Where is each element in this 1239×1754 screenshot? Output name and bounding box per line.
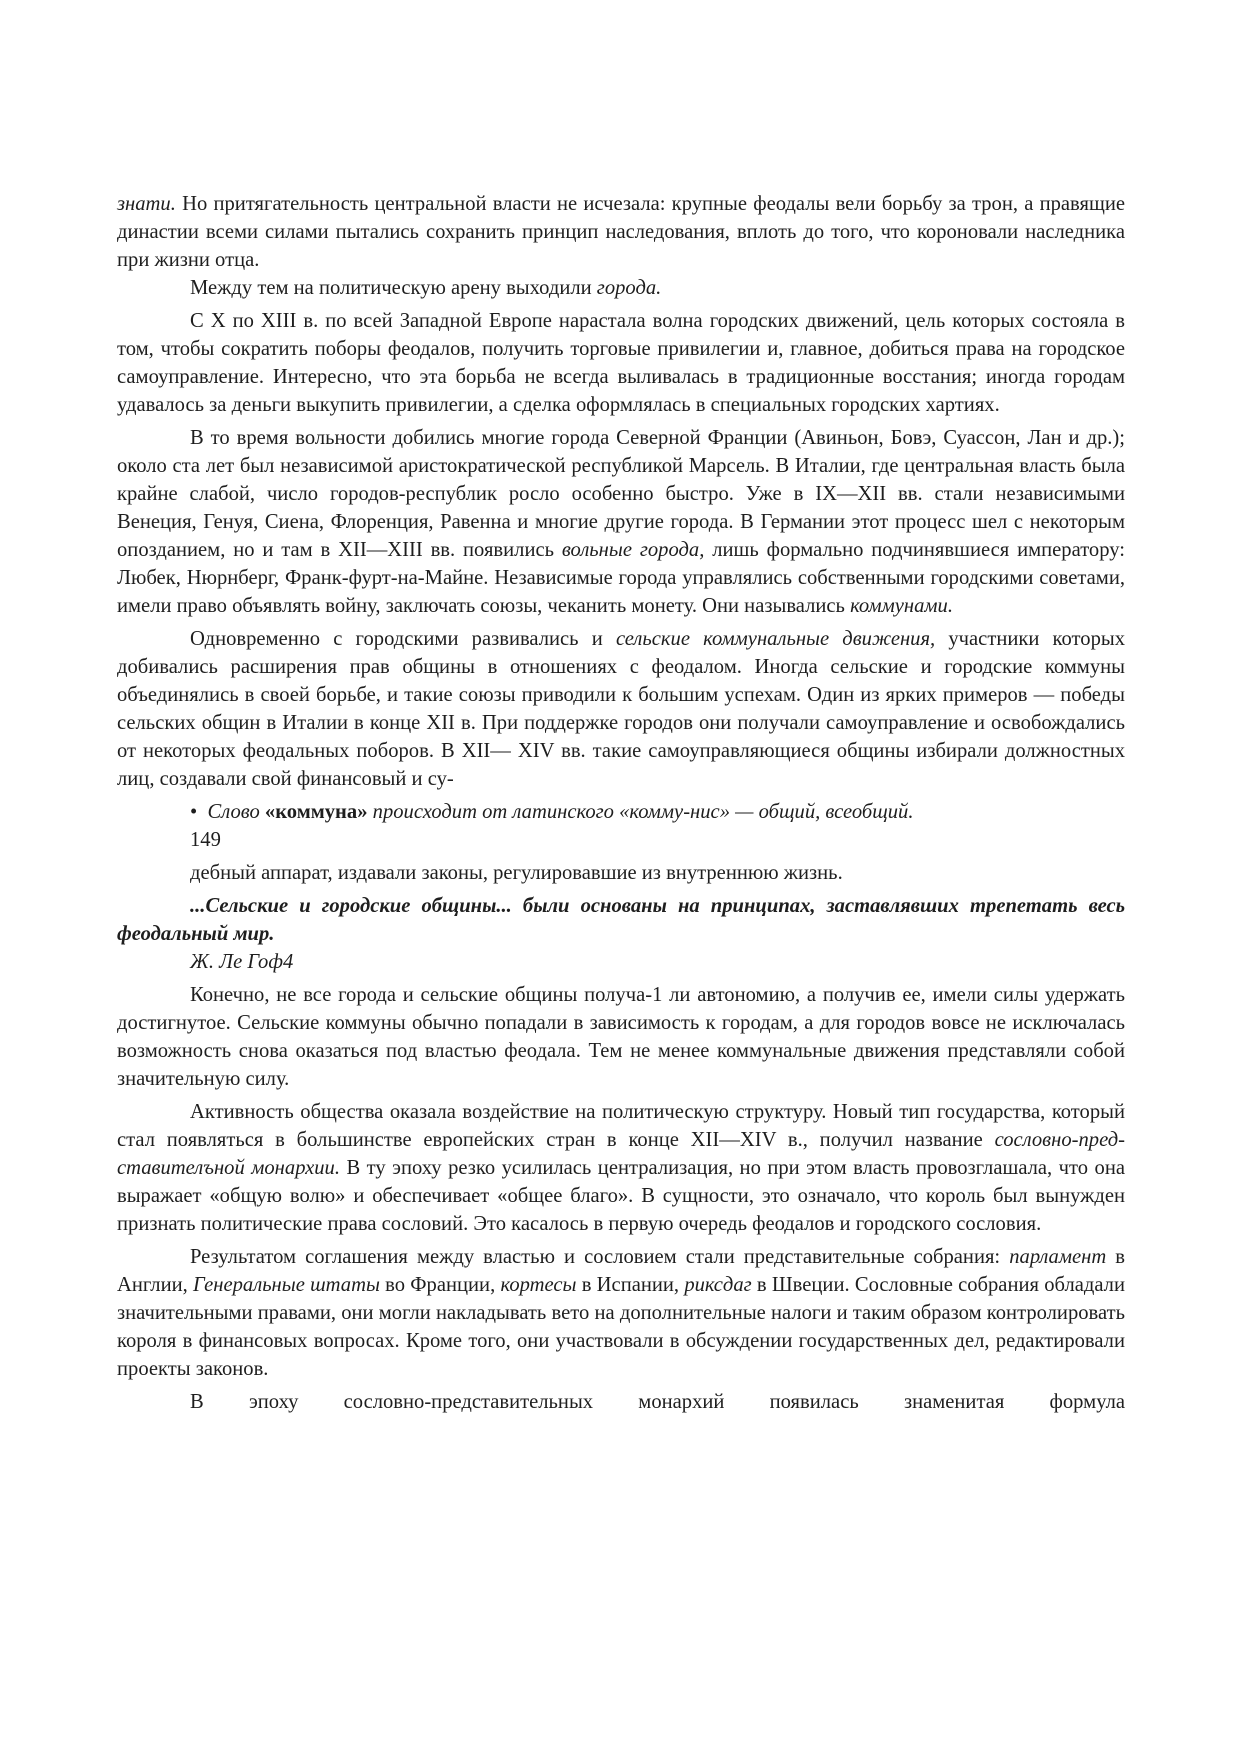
text-run: лишь формально подчинявшиеся императору: Любек, Нюрнберг, Франк-фурт-на-Майне. Независимые города управлялись собственными городскими советами, имели право объявлять войну, заключать союзы, чеканить монету. Они назывались <box>117 539 1125 617</box>
text-run: С X по XIII в. по всей Западной Европе нарастала волна городских движений, цель которых состояла в том, чтобы сократить поборы феодалов, получить торговые привилегии и, главное, добиться права на городское самоуправление. Интересно, что эта борьба не всегда выливалась в традиционные восстания; иногда городам удавалось за деньги выкупить привилегии, а сделка оформлялась в специальных городских хартиях. <box>117 310 1125 416</box>
text-run: Между тем на политическую арену выходили <box>190 277 597 299</box>
paragraph <box>117 1098 1125 1238</box>
body-text <box>117 190 1125 1416</box>
text-run: во Франции, <box>379 1274 501 1296</box>
text-run: Конечно, не все города и сельские общины получа-1 ли автономию, а получив ее, имели силы удержать достигнутое. Сельские коммуны обычно попадали в зависимость к городам, а для городов вовсе не исключалась возможность снова оказаться под властью феодала. Тем не менее коммунальные движения представляли собой значительную силу. <box>117 984 1125 1090</box>
italic-term: парламент <box>1009 1246 1107 1268</box>
footnote-text: происходит от латинского «комму-нис» — общий, всеобщий. <box>367 801 914 823</box>
paragraph <box>117 981 1125 1093</box>
quote-text: ...Сельские и городские общины... были основаны на принципах, заставлявших трепетать весь феодальный мир. <box>117 895 1125 945</box>
paragraph <box>117 859 1125 887</box>
paragraph <box>117 1388 1125 1416</box>
paragraph <box>117 625 1125 793</box>
italic-term: сословно-пред-ставителъной монархии. <box>117 1129 1125 1179</box>
page-number: 149 <box>190 829 221 851</box>
quote-author: Ж. Ле Гоф4 <box>190 951 294 973</box>
text-run: дебный аппарат, издавали законы, регулировавшие из внутреннюю жизнь. <box>190 862 843 884</box>
paragraph <box>117 190 1125 274</box>
text-run: В то время вольности добились многие города Северной Франции (Авиньон, Бовэ, Суассон, Лан и др.); около ста лет был независимой аристократической республикой Марсель. В Италии, где центральная власть была крайне слабой, число городов-республик росло особенно быстро. Уже в IX—XII вв. стали независимыми Венеция, Генуя, Сиена, Флоренция, Равенна и многие другие города. В Германии этот процесс шел с некоторым опозданием, но и там в XII—XIII вв. появились <box>117 427 1125 561</box>
footnote-term: «коммуна» <box>264 801 368 823</box>
paragraph <box>117 307 1125 419</box>
italic-term: вольные города, <box>561 539 705 561</box>
italic-term: города. <box>596 277 662 299</box>
text-run: Одновременно с городскими развивались и <box>190 628 616 650</box>
text-run: В ту эпоху резко усилилась централизация, но при этом власть провозглашала, что она выражает «общую волю» и обеспечивает «общее благо». В сущности, это означало, что король был вынужден признать политические права сословий. Это касалось в первую очередь феодалов и городского сословия. <box>117 1157 1125 1235</box>
text-run: Активность общества оказала воздействие на политическую структуру. Новый тип государства, который стал появляться в большинстве европейских стран в конце XII—XIV в., получил название <box>117 1101 1125 1151</box>
italic-term: сельские коммунальные движения, <box>615 628 936 650</box>
text-run: в Испании, <box>576 1274 685 1296</box>
text-run: Результатом соглашения между властью и сословием стали представительные собрания: <box>190 1246 1010 1268</box>
epigraph-quote <box>117 892 1125 948</box>
italic-term: кортесы <box>500 1274 577 1296</box>
paragraph <box>117 274 1125 302</box>
text-run: участники которых добивались расширения прав общины в отношениях с феодалом. Иногда сельские и городские коммуны объединялись в своей борьбе, и такие союзы приводили к большим успехам. Один из ярких примеров — победы сельских общин в Италии в конце XII в. При поддержке городов они получали самоуправление и освобождались от некоторых феодальных поборов. В XII— XIV вв. такие самоуправляющиеся общины избирали должностных лиц, создавали свой финансовый и су- <box>117 628 1125 790</box>
text-run: в Швеции. Сословные собрания обладали значительными правами, они могли накладывать вето на дополнительные налоги и таким образом контролировать короля в финансовых вопросах. Кроме того, они участвовали в обсуждении государственных дел, редактировали проекты законов. <box>117 1274 1125 1380</box>
text-run: Но притягательность центральной власти не исчезала: крупные феодалы вели борьбу за трон, а правящие династии всеми силами пытались сохранить принцип наследования, вплоть до того, что короновали наследника при жизни отца. <box>117 193 1125 271</box>
footnote-text: Слово <box>207 801 265 823</box>
paragraph <box>117 424 1125 620</box>
footnote <box>117 798 1125 826</box>
italic-term: риксдаг <box>684 1274 752 1296</box>
paragraph <box>117 1243 1125 1383</box>
bullet: • <box>190 801 198 823</box>
epigraph-author <box>117 948 1125 976</box>
italic-term: Генеральные штаты <box>193 1274 380 1296</box>
italic-term: коммунами. <box>850 595 953 617</box>
text-run: В эпоху сословно-представительных монархий появилась знаменитая формула <box>190 1391 1125 1413</box>
text-run: в Англии, <box>117 1246 1126 1296</box>
italic-term: знати. <box>117 193 176 215</box>
